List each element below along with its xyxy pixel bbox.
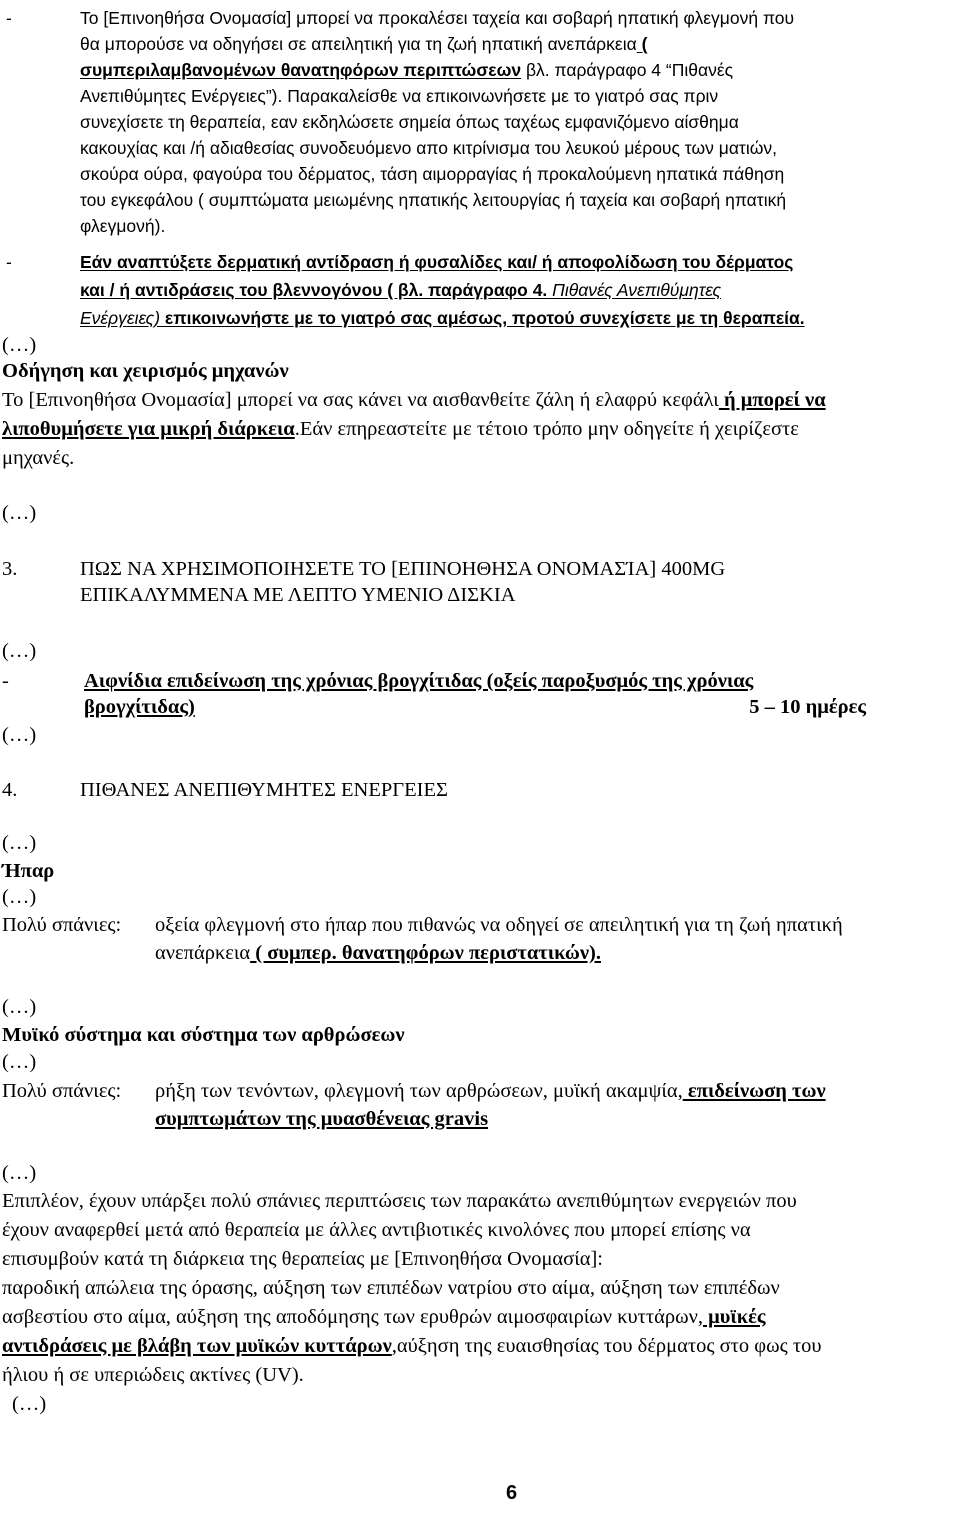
- paragraph-line: αντιδράσεις με βλάβη των μυϊκών κυττάρων,αύξηση της ευαισθησίας του δέρματος στο φως του: [2, 1335, 822, 1357]
- ellipsis-marker: (…): [2, 640, 37, 662]
- paragraph-line: σκούρα ούρα, φαγούρα του δέρματος, τάση αιμορραγίας ή προκαλούμενη ηπατικά πάθηση: [80, 164, 785, 184]
- side-effect-text: ρήξη των τενόντων, φλεγμονή των αρθρώσεων, μυϊκή ακαμψία, επιδείνωση των: [155, 1080, 826, 1102]
- paragraph-line: μηχανές.: [2, 447, 75, 469]
- paragraph-line: Ανεπιθύμητες Ενέργειες”). Παρακαλείσθε να επικοινωνήσετε με το γιατρό σας πριν: [80, 86, 719, 106]
- ellipsis-marker: (…): [2, 996, 37, 1018]
- section-number: 4.: [2, 779, 18, 801]
- paragraph-line: Επιπλέον, έχουν υπάρξει πολύ σπάνιες περιπτώσεις των παρακάτω ανεπιθύμητων ενεργειών που: [2, 1190, 797, 1212]
- paragraph-line: Το [Επινοηθήσα Ονομασία] μπορεί να σας κάνει να αισθανθείτε ζάλη ή ελαφρύ κεφάλι ή μπορεί να: [2, 389, 826, 411]
- dosage-duration: 5 – 10 ημέρες: [749, 696, 866, 718]
- side-effect-text: ανεπάρκεια ( συμπερ. θανατηφόρων περιστατικών).: [155, 942, 602, 964]
- page-number: 6: [506, 1482, 518, 1504]
- dosage-indication: βρογχίτιδας) 5 – 10 ημέρες: [84, 696, 866, 718]
- emphasis-text: συμπεριλαμβανομένων θανατηφόρων περιπτώσεων: [80, 60, 522, 80]
- paragraph-line: λιποθυμήσετε για μικρή διάρκεια.Εάν επηρεαστείτε με τέτοιο τρόπο μην οδηγείτε ή χειρίζεστε: [2, 418, 799, 440]
- paragraph-line: παροδική απώλεια της όρασης, αύξηση των επιπέδων νατρίου στο αίμα, αύξηση των επιπέδων: [2, 1277, 780, 1299]
- subsection-heading: Μυϊκό σύστημα και σύστημα των αρθρώσεων: [2, 1024, 405, 1046]
- side-effect-text: οξεία φλεγμονή στο ήπαρ που πιθανώς να οδηγεί σε απειλητική για τη ζωή ηπατική: [155, 914, 843, 936]
- ellipsis-marker: (…): [2, 886, 37, 908]
- bullet-dash: -: [6, 252, 12, 272]
- dosage-indication: Αιφνίδια επιδείνωση της χρόνιας βρογχίτιδας (οξείς παροξυσμός της χρόνιας: [84, 670, 754, 692]
- paragraph-line: έχουν αναφερθεί μετά από θεραπεία με άλλες αντιβιοτικές κινολόνες που μπορεί επίσης να: [2, 1219, 751, 1241]
- ellipsis-marker: (…): [2, 1162, 37, 1184]
- warning-line: Εάν αναπτύξετε δερματική αντίδραση ή φυσαλίδες και/ ή αποφολίδωση του δέρματος: [80, 252, 794, 272]
- paragraph-line: ήλιου ή σε υπεριώδεις ακτίνες (UV).: [2, 1364, 304, 1386]
- ellipsis-marker: (…): [2, 334, 37, 356]
- paragraph-line: επισυμβούν κατά τη διάρκεια της θεραπείας με [Επινοηθήσα Ονομασία]:: [2, 1248, 604, 1270]
- subsection-heading: Ήπαρ: [2, 860, 55, 882]
- section-title: ΕΠΙΚΑΛΥΜΜΕΝΑ ΜΕ ΛΕΠΤΟ ΥΜΕΝΙΟ ΔΙΣΚΙΑ: [80, 584, 516, 606]
- warning-line: Ενέργειες) επικοινωνήστε με το γιατρό σας αμέσως, προτού συνεχίσετε με τη θεραπεία.: [80, 308, 805, 328]
- paragraph-line: φλεγμονή).: [80, 216, 166, 236]
- ellipsis-marker: (…): [2, 832, 37, 854]
- paragraph-line: ασβεστίου στο αίμα, αύξηση της αποδόμησης των ερυθρών αιμοσφαιρίων κυττάρων, μυϊκές: [2, 1306, 766, 1328]
- frequency-label: Πολύ σπάνιες:: [2, 914, 122, 936]
- ellipsis-marker: (…): [2, 502, 37, 524]
- paragraph-line: Το [Επινοηθήσα Ονομασία] μπορεί να προκαλέσει ταχεία και σοβαρή ηπατική φλεγμονή που: [80, 8, 795, 28]
- frequency-label: Πολύ σπάνιες:: [2, 1080, 122, 1102]
- ellipsis-marker: (…): [2, 1051, 37, 1073]
- paragraph-line: του εγκεφάλου ( συμπτώματα μειωμένης ηπατικής λειτουργίας ή ταχεία και σοβαρή ηπατική: [80, 190, 787, 210]
- warning-line: και / ή αντιδράσεις του βλεννογόνου ( βλ. παράγραφο 4. Πιθανές Ανεπιθύμητες: [80, 280, 721, 300]
- section-title: ΠΩΣ ΝΑ ΧΡΗΣΙΜΟΠΟΙΗΣΕΤΕ ΤΟ [ΕΠΙΝΟΗΘΗΣΑ ΟΝΟΜΑΣΊΑ] 400MG: [80, 558, 726, 580]
- bullet-dash: -: [6, 8, 12, 28]
- paragraph-line: συμπεριλαμβανομένων θανατηφόρων περιπτώσεων βλ. παράγραφο 4 “Πιθανές: [80, 60, 734, 80]
- ellipsis-marker: (…): [2, 724, 37, 746]
- paragraph-line: συνεχίσετε τη θεραπεία, εαν εκδηλώσετε σημεία όπως ταχέως εμφανιζόμενο αίσθημα: [80, 112, 739, 132]
- paragraph-line: κακουχίας και /ή αδιαθεσίας συνοδευόμενο απο κιτρίνισμα του λευκού μέρους των ματιών,: [80, 138, 778, 158]
- paragraph-line: θα μπορούσε να οδηγήσει σε απειλητική για τη ζωή ηπατική ανεπάρκεια (: [80, 34, 648, 54]
- side-effect-text: συμπτωμάτων της μυασθένειας gravis: [155, 1108, 489, 1130]
- ellipsis-marker: (…): [12, 1393, 47, 1415]
- section-number: 3.: [2, 558, 18, 580]
- list-dash: -: [2, 670, 9, 692]
- section-heading: Οδήγηση και χειρισμός μηχανών: [2, 360, 289, 382]
- section-title: ΠΙΘΑΝΕΣ ΑΝΕΠΙΘΥΜΗΤΕΣ ΕΝΕΡΓΕΙΕΣ: [80, 779, 448, 801]
